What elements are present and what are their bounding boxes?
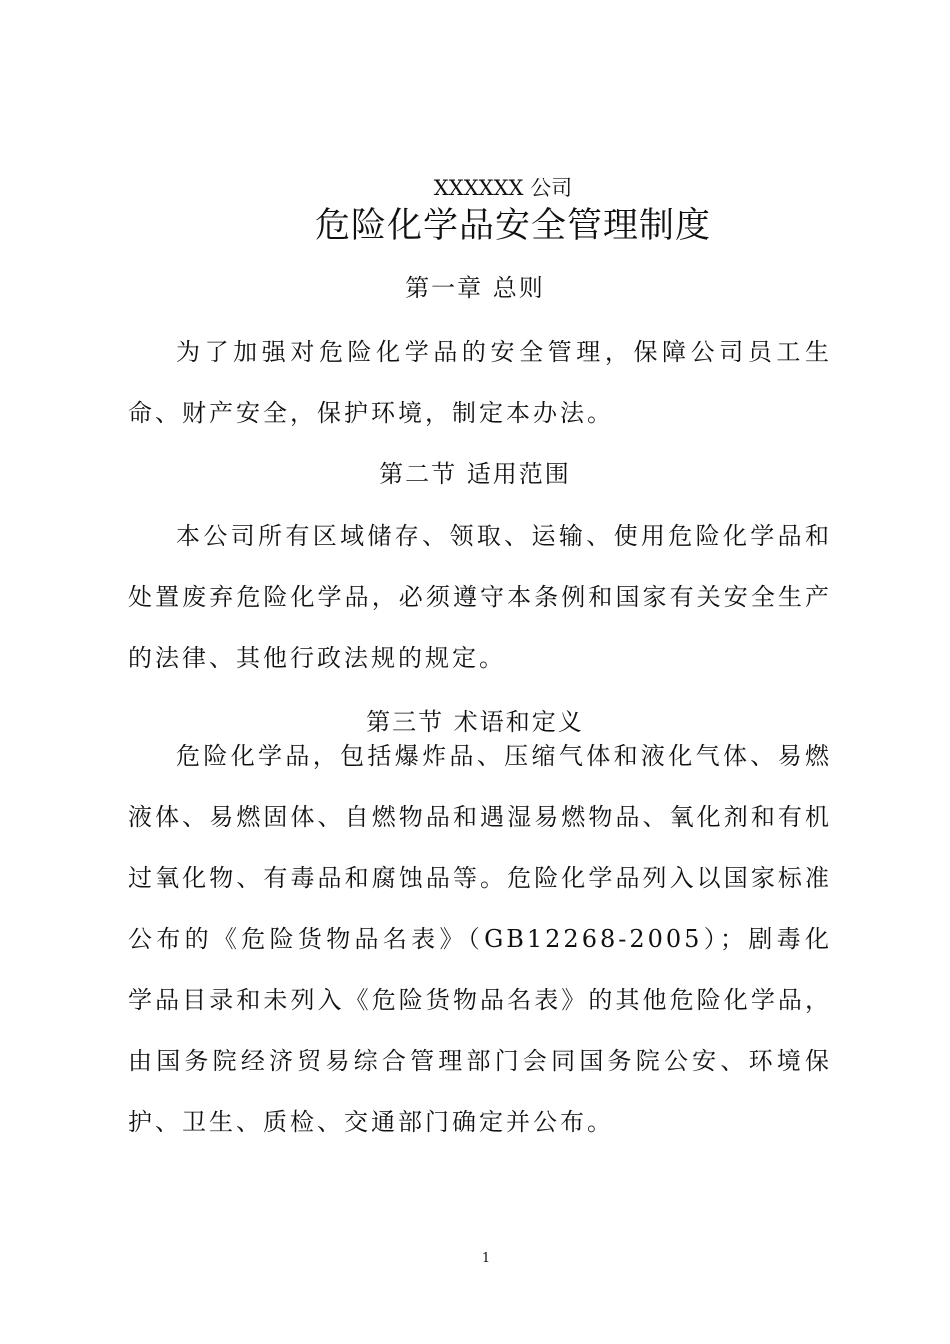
document-title: 危险化学品安全管理制度 — [314, 206, 711, 246]
page-number: 1 — [481, 1251, 491, 1266]
chapter-one-paragraph: 为了加强对危险化学品的安全管理，保障公司员工生命、财产安全，保护环境，制定本办法。 — [128, 338, 832, 427]
company-name: XXXXXX 公司 — [433, 176, 573, 200]
section-two-paragraph: 本公司所有区域储存、领取、运输、使用危险化学品和处置废弃危险化学品，必须遵守本条例和国家有关安全生产的法律、其他行政法规的规定。 — [128, 522, 832, 672]
section-two-heading: 第二节 适用范围 — [379, 460, 571, 488]
chapter-one-heading: 第一章 总则 — [405, 274, 545, 302]
section-three-paragraph: 危险化学品，包括爆炸品、压缩气体和液化气体、易燃液体、易燃固体、自燃物品和遇湿易燃物品、氧化剂和有机过氧化物、有毒品和腐蚀品等。危险化学品列入以国家标准公布的《危险货物品名表》（GB12268-2005）；剧毒化学品目录和未列入《危险货物品名表》的其他危险化学品，由国务院经济贸易综合管理部门会同国务院公安、环境保护、卫生、质检、交通部门确定并公布。 — [128, 742, 832, 1136]
section-three-heading: 第三节 术语和定义 — [366, 708, 584, 736]
